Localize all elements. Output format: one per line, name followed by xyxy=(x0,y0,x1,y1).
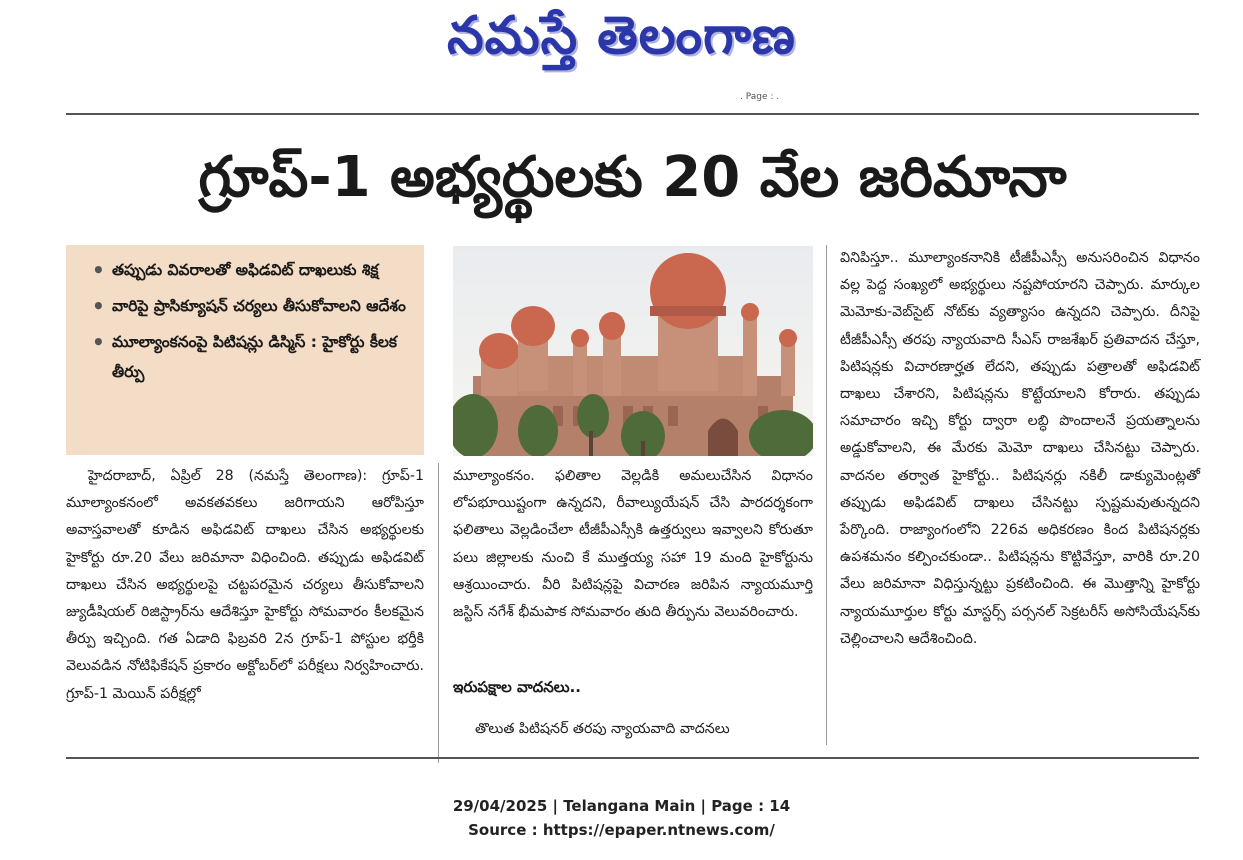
high-court-photo xyxy=(453,246,813,456)
highlight-item: • మూల్యాంకనంపై పిటిషన్లు డిస్మిస్ : హైకోర్టు కీలక తీర్పు xyxy=(66,327,424,387)
highlights-box xyxy=(66,245,424,455)
subheading: ఇరుపక్షాల వాదనలు.. xyxy=(453,678,582,696)
article-column-3: వినిపిస్తూ.. మూల్యాంకనానికి టీజీపీఎస్సీ అనుసరించిన విధానం వల్ల పెద్ద సంఖ్యలో అభ్యర్థులు నష్టపోయారని చెప్పారు. మార్కుల మెమోకు-వెబ్‌సైట్ నోట్‌కు వ్యత్యాసం ఉన్నదని చెప్పారు. దీనిపై టీజీపీఎస్సీ తరపు న్యాయవాది సీఎస్ రాజశేఖర్ ప్రతివాదన చేస్తూ, పిటిషన్లకు విచారణార్హత లేదని, తప్పుడు పత్రాలతో అఫిడవిట్ దాఖలు చేశారని, పిటిషన్లను కొట్టేయాలని కోరారు. తప్పుడు సమాచారం ఇచ్చి కోర్టు ద్వారా లబ్ధి పొందాలనే ప్రయత్నాలను అడ్డుకోవాలని, ఈ మేరకు మెమో దాఖలు చేసినట్టు చెప్పారు. వాదనల తర్వాత హైకోర్టు.. పిటిషనర్లు నకిలీ డాక్యుమెంట్లతో తప్పుడు అఫిడవిట్ దాఖలు చేసినట్టు స్పష్టమవుతున్నదని పేర్కొంది. రాజ్యాంగంలోని 226వ అధికరణం కింద పిటిషనర్లకు ఉపశమనం కల్పించకుండా.. పిటిషన్లను కొట్టివేస్తూ, వారికి రూ.20 వేలు జరిమానా విధిస్తున్నట్టు ప్రకటించింది. ఈ మొత్తాన్ని హైకోర్టు న్యాయమూర్తుల కోర్టు మాస్టర్స్ పర్సనల్ సెక్రటరీస్ అసోసియేషన్‌కు చెల్లించాలని ఆదేశించింది. xyxy=(840,250,1200,647)
article-column-1: హైదరాబాద్, ఏప్రిల్ 28 (నమస్తే తెలంగాణ): గ్రూప్-1 మూల్యాంకనంలో అవకతవకలు జరిగాయని ఆరోపిస్తూ అవాస్తవాలతో కూడిన అఫిడవిట్ దాఖలు చేసిన అభ్యర్థులకు హైకోర్టు రూ.20 వేలు జరిమానా విధించింది. తప్పుడు అఫిడవిట్ దాఖలు చేసిన అభ్యర్థులపై చట్టపరమైన చర్యలు తీసుకోవాలని జ్యుడీషియల్ రిజిస్ట్రార్‌ను ఆదేశిస్తూ హైకోర్టు సోమవారం కీలకమైన తీర్పు ఇచ్చింది. గత ఏడాది ఫిబ్రవరి 2న గ్రూప్-1 పోస్టుల భర్తీకి వెలువడిన నోటిఫికేషన్ ప్రకారం అక్టోబర్‌లో పరీక్షలు నిర్వహించారు. గ్రూప్-1 మెయిన్ పరీక్షల్లో xyxy=(66,468,424,702)
article-column-2-continued: తొలుత పిటిషనర్ తరపు న్యాయవాది వాదనలు xyxy=(475,721,730,737)
newspaper-masthead: నమస్తే తెలంగాణ xyxy=(447,6,796,66)
edition-marks: . Page : . xyxy=(740,92,780,102)
column-divider xyxy=(438,463,439,763)
article-headline: గ్రూప్-1 అభ్యర్థులకు 20 వేల జరిమానా xyxy=(198,145,1067,210)
bottom-rule xyxy=(66,757,1199,759)
article-column-2: మూల్యాంకనం. ఫలితాల వెల్లడికి అమలుచేసిన విధానం లోపభూయిష్టంగా ఉన్నదని, రీవాల్యుయేషన్ చేసి పారదర్శకంగా ఫలితాలు వెల్లడించేలా టీజీపీఎస్సీకి ఉత్తర్వులు ఇవ్వాలని కోరుతూ పలు జిల్లాలకు నుంచి కే ముత్తయ్య సహా 19 మంది హైకోర్టును ఆశ్రయించారు. వీరి పిటిషన్లపై విచారణ జరిపిన న్యాయమూర్తి జస్టిస్ నగేశ్ భీమపాక సోమవారం తుది తీర్పును వెలువరించారు. xyxy=(453,468,813,621)
highlight-item: • వారిపై ప్రాసిక్యూషన్ చర్యలు తీసుకోవాలని ఆదేశం xyxy=(66,291,424,321)
footer-date-page: 29/04/2025 | Telangana Main | Page : 14 xyxy=(452,797,791,815)
highlight-item: • తప్పుడు వివరాలతో అఫిడవిట్ దాఖలుకు శిక్ష xyxy=(66,255,424,285)
high-court-building-icon xyxy=(453,246,813,456)
column-divider xyxy=(826,245,827,745)
footer-source[interactable]: Source : https://epaper.ntnews.com/ xyxy=(468,821,775,839)
top-rule xyxy=(66,113,1199,115)
